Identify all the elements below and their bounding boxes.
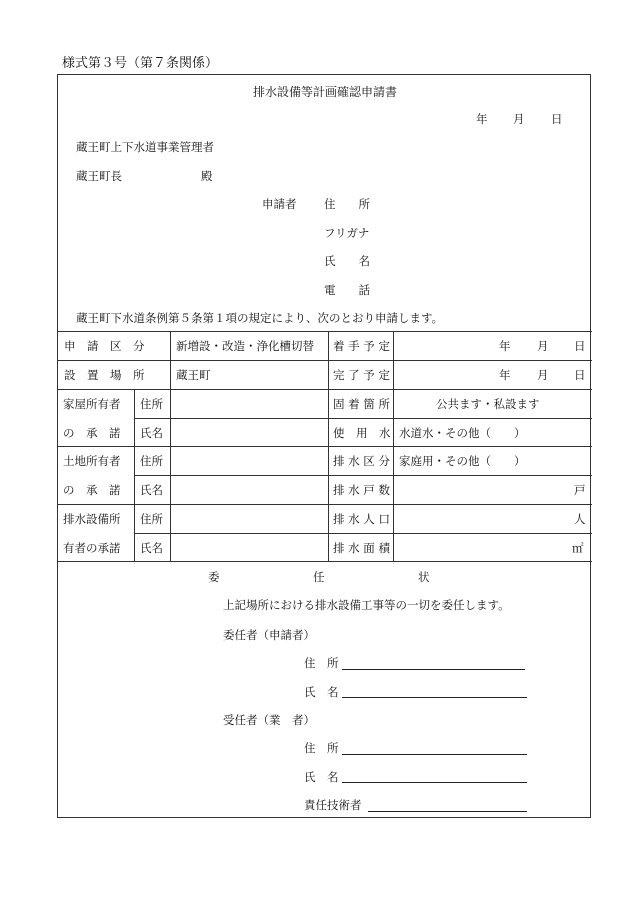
honorific: 殿 <box>201 169 213 183</box>
area-unit: ㎡ <box>572 541 584 555</box>
fix-location-label: 固 着 箇 所 <box>333 397 390 411</box>
completion-date-label: 完 了 予 定 <box>333 368 390 382</box>
delegatee-label: 受任者（業 者） <box>223 713 315 727</box>
house-owner-label-2: の 承 諾 <box>63 426 121 440</box>
delegator-name-line[interactable] <box>342 697 527 698</box>
land-owner-address-label: 住所 <box>140 454 163 468</box>
delegator-address-line[interactable] <box>342 669 525 670</box>
completion-day: 日 <box>574 368 586 382</box>
applicant-label: 申請者 <box>262 197 297 211</box>
house-owner-label-1: 家屋所有者 <box>63 397 121 411</box>
land-owner-label-2: の 承 諾 <box>63 483 121 497</box>
households-unit: 戸 <box>574 483 586 497</box>
install-location-label: 設 置 場 所 <box>64 368 145 382</box>
completion-month: 月 <box>537 368 549 382</box>
delegation-title-3: 状 <box>418 570 430 584</box>
addressee-manager: 蔵王町上下水道事業管理者 <box>76 140 214 154</box>
house-owner-name-label: 氏名 <box>140 426 163 440</box>
install-location-value: 蔵王町 <box>176 368 211 382</box>
use-water-value: 水道水・その他（ ） <box>399 426 526 440</box>
addressee-mayor: 蔵王町長 <box>76 169 122 183</box>
delegator-name-label: 氏 名 <box>304 685 339 699</box>
facility-owner-address-label: 住所 <box>140 512 163 526</box>
delegatee-name-label: 氏 名 <box>304 770 339 784</box>
facility-owner-name-label: 氏名 <box>140 541 163 555</box>
facility-owner-label-2: 有者の承諾 <box>63 541 121 555</box>
start-day: 日 <box>574 339 586 353</box>
applicant-furigana-label: フリガナ <box>324 226 370 240</box>
engineer-line[interactable] <box>368 811 527 812</box>
area-label: 排 水 面 積 <box>333 541 390 555</box>
drain-type-label: 排 水 区 分 <box>333 454 390 468</box>
form-title: 排水設備等計画確認申請書 <box>252 85 397 99</box>
application-form <box>57 74 591 818</box>
delegatee-address-label: 住 所 <box>304 741 339 755</box>
delegation-text: 上記場所における排水設備工事等の一切を委任します。 <box>223 598 510 612</box>
facility-owner-label-1: 排水設備所 <box>63 512 121 526</box>
date-day: 日 <box>551 112 563 126</box>
application-type-value: 新増設・改造・浄化槽切替 <box>176 339 314 353</box>
applicant-address-label: 住 所 <box>324 197 370 211</box>
delegator-address-label: 住 所 <box>304 656 339 670</box>
applicant-phone-label: 電 話 <box>324 283 370 297</box>
completion-year: 年 <box>499 368 511 382</box>
house-owner-address-label: 住所 <box>140 397 163 411</box>
use-water-label: 使 用 水 <box>333 426 391 440</box>
start-date-label: 着 手 予 定 <box>333 339 390 353</box>
engineer-label: 責任技術者 <box>304 798 362 812</box>
date-month: 月 <box>513 112 525 126</box>
applicant-name-label: 氏 名 <box>324 254 370 268</box>
land-owner-label-1: 土地所有者 <box>63 454 121 468</box>
delegation-title-1: 委 <box>208 570 220 584</box>
delegator-label: 委任者（申請者） <box>223 628 315 642</box>
drain-type-value: 家庭用・その他（ ） <box>399 454 526 468</box>
application-statement: 蔵王町下水道条例第５条第１項の規定により、次のとおり申請します。 <box>76 311 444 325</box>
application-type-label: 申 請 区 分 <box>64 339 145 353</box>
start-month: 月 <box>537 339 549 353</box>
delegatee-address-line[interactable] <box>342 754 527 755</box>
fix-location-value: 公共ます・私設ます <box>436 397 540 411</box>
delegation-title-2: 任 <box>313 570 325 584</box>
population-unit: 人 <box>574 512 586 526</box>
households-label: 排 水 戸 数 <box>333 483 390 497</box>
form-number-label: 様式第３号（第７条関係） <box>62 56 219 71</box>
delegatee-name-line[interactable] <box>342 782 527 783</box>
land-owner-name-label: 氏名 <box>140 483 163 497</box>
date-year: 年 <box>476 112 488 126</box>
population-label: 排 水 人 口 <box>333 512 390 526</box>
start-year: 年 <box>499 339 511 353</box>
